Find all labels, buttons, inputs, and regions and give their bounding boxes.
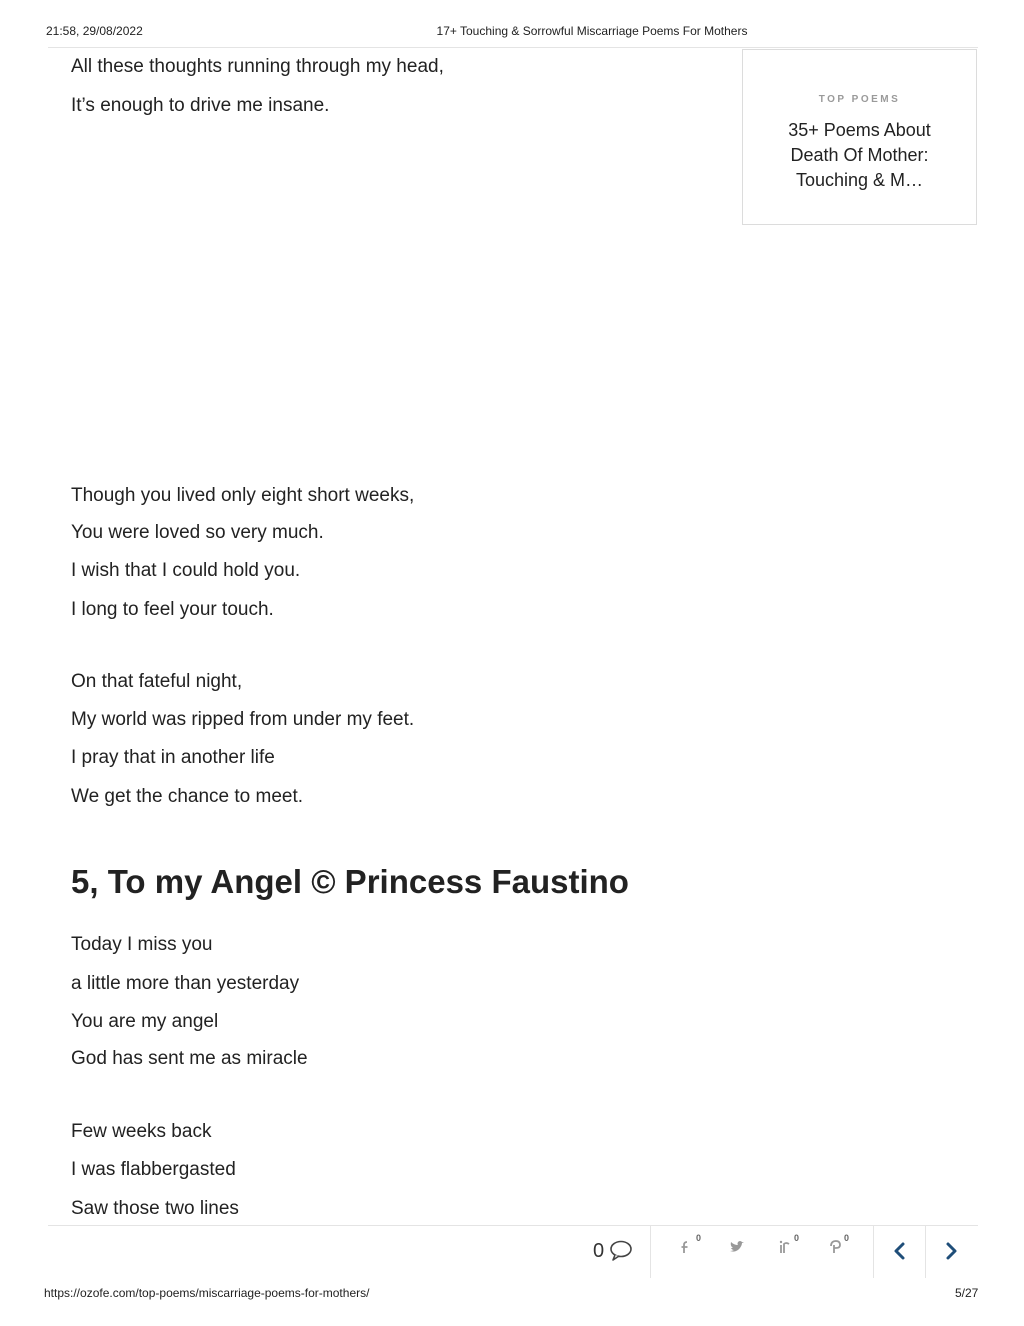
- reddit-icon: [828, 1240, 842, 1254]
- print-page-number: 5/27: [955, 1286, 979, 1300]
- poem-line: All these thoughts running through my head,: [71, 56, 444, 77]
- poem-line: My world was ripped from under my feet.: [71, 709, 415, 730]
- poem-line: Saw those two lines: [71, 1198, 239, 1219]
- print-document-title: 17+ Touching & Sorrowful Miscarriage Poems For Mothers: [436, 24, 748, 38]
- comment-count: 0: [593, 1240, 605, 1262]
- poem-line: You were loved so very much.: [71, 522, 324, 543]
- poem-line: a little more than yesterday: [71, 973, 300, 994]
- pinterest-share-button[interactable]: [778, 1233, 800, 1262]
- facebook-share-button[interactable]: [680, 1233, 702, 1262]
- widget-link-title[interactable]: 35+ Poems About Death Of Mother: Touching & M…: [788, 120, 931, 190]
- poem-line: We get the chance to meet.: [71, 786, 304, 807]
- poem-heading: 5, To my Angel © Princess Faustino: [71, 863, 629, 900]
- print-url: https://ozofe.com/top-poems/miscarriage-poems-for-mothers/: [44, 1286, 370, 1300]
- poem-line: You are my angel: [71, 1011, 219, 1032]
- chevron-right-icon: [942, 1241, 960, 1261]
- facebook-icon: [680, 1240, 692, 1254]
- poem-line: Few weeks back: [71, 1121, 212, 1142]
- bar-separator: [650, 1226, 651, 1278]
- share-bar: [0, 1226, 1024, 1278]
- bar-separator: [925, 1226, 926, 1278]
- print-header: [0, 24, 1024, 40]
- poem-line: It’s enough to drive me insane.: [71, 95, 330, 116]
- poem-line: I pray that in another life: [71, 747, 275, 768]
- twitter-icon: [729, 1240, 745, 1254]
- widget-kicker: TOP POEMS: [818, 94, 901, 105]
- poem-line: On that fateful night,: [71, 671, 243, 692]
- pinterest-icon: [778, 1240, 792, 1254]
- comment-icon[interactable]: [609, 1239, 633, 1266]
- twitter-share-button[interactable]: [729, 1240, 751, 1262]
- poem-line: God has sent me as miracle: [71, 1048, 308, 1069]
- chevron-left-icon: [891, 1241, 909, 1261]
- next-page-button[interactable]: [942, 1241, 960, 1266]
- poem-line: Though you lived only eight short weeks,: [71, 485, 415, 506]
- facebook-count: 0: [696, 1233, 702, 1243]
- previous-page-button[interactable]: [891, 1241, 909, 1266]
- top-poems-widget: [742, 49, 977, 225]
- print-timestamp: 21:58, 29/08/2022: [46, 24, 143, 38]
- poem-line: I was flabbergasted: [71, 1159, 236, 1180]
- poem-line: I wish that I could hold you.: [71, 560, 301, 581]
- poem-line: Today I miss you: [71, 934, 213, 955]
- poem-line: I long to feel your touch.: [71, 599, 274, 620]
- bar-separator: [873, 1226, 874, 1278]
- reddit-count: 0: [844, 1233, 850, 1243]
- top-divider: [48, 47, 978, 48]
- pinterest-count: 0: [794, 1233, 800, 1243]
- reddit-share-button[interactable]: [828, 1233, 850, 1262]
